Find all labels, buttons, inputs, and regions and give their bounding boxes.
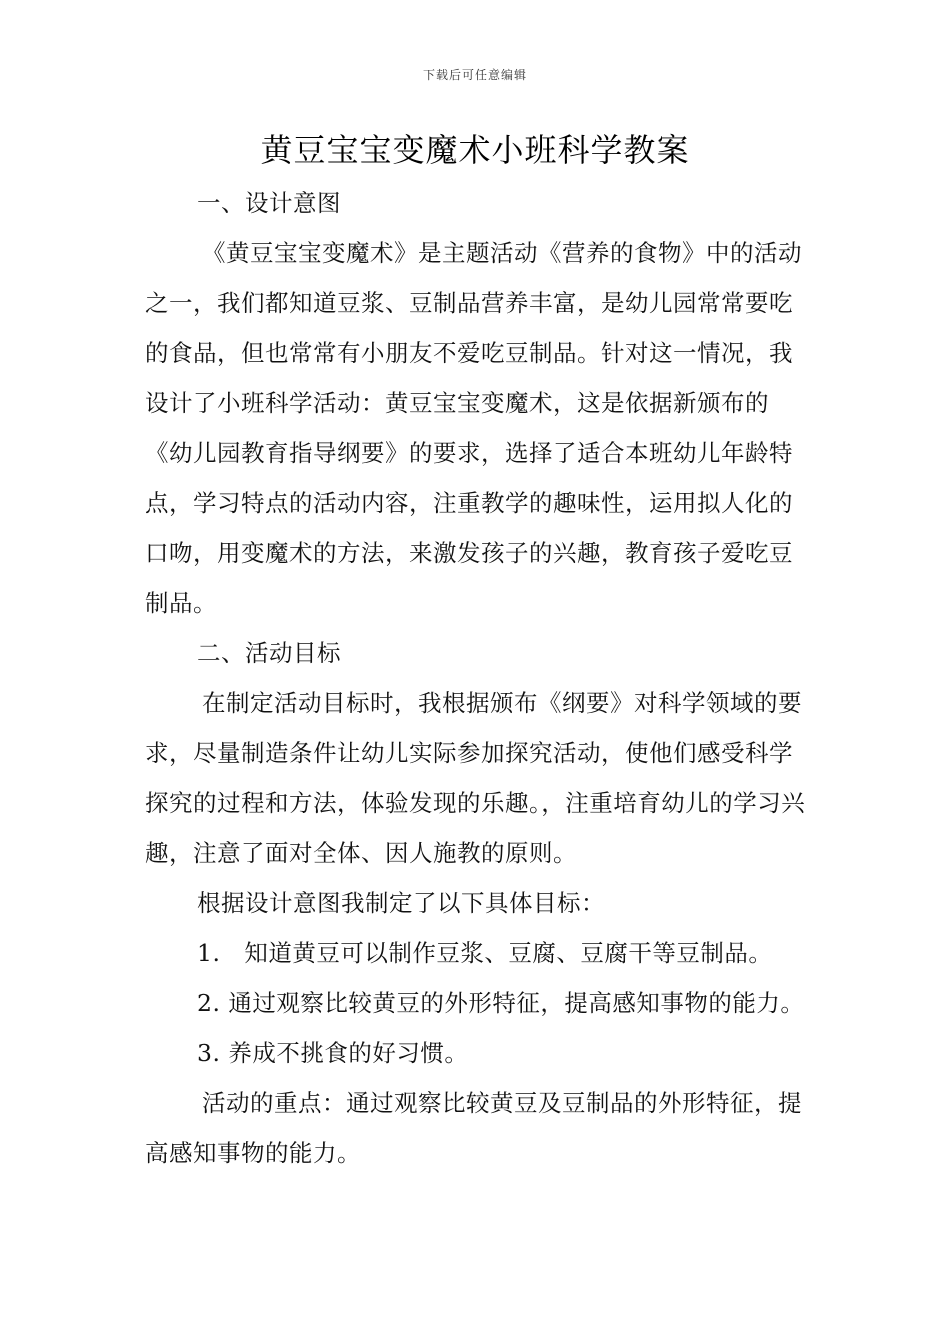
paragraph-activity-focus: 活动的重点：通过观察比较黄豆及豆制品的外形特征，提高感知事物的能力。 — [145, 1089, 802, 1167]
goal-item-1: 1. 知道黄豆可以制作豆浆、豆腐、豆腐干等豆制品。 — [197, 939, 773, 967]
goal-item-3: 3. 养成不挑食的好习惯。 — [197, 1039, 469, 1067]
header-note: 下载后可任意编辑 — [422, 68, 527, 82]
document-title: 黄豆宝宝变魔术小班科学教案 — [260, 131, 690, 169]
paragraph-design-intent: 《黄豆宝宝变魔术》是主题活动《营养的食物》中的活动之一，我们都知道豆浆、豆制品营养丰富，是幼儿园常常要吃的食品，但也常常有小朋友不爱吃豆制品。针对这一情况，我设计了小班科学活动：黄豆宝宝变魔术，这是依据新颁布的《幼儿园教育指导纲要》的要求，选择了适合本班幼儿年龄特点，学习特点的活动内容，注重教学的趣味性，运用拟人化的口吻，用变魔术的方法，来激发孩子的兴趣，教育孩子爱吃豆制品。 — [145, 239, 802, 617]
paragraph-goals-intro: 根据设计意图我制定了以下具体目标： — [197, 889, 605, 917]
section-heading-design-intent: 一、设计意图 — [197, 189, 341, 217]
document-body — [145, 178, 810, 1178]
goal-item-2: 2. 通过观察比较黄豆的外形特征，提高感知事物的能力。 — [197, 989, 805, 1017]
section-heading-activity-goals: 二、活动目标 — [197, 639, 341, 667]
paragraph-activity-goals: 在制定活动目标时，我根据颁布《纲要》对科学领域的要求，尽量制造条件让幼儿实际参加探究活动，使他们感受科学探究的过程和方法，体验发现的乐趣。，注重培育幼儿的学习兴趣，注意了面对全体、因人施教的原则。 — [145, 689, 806, 867]
